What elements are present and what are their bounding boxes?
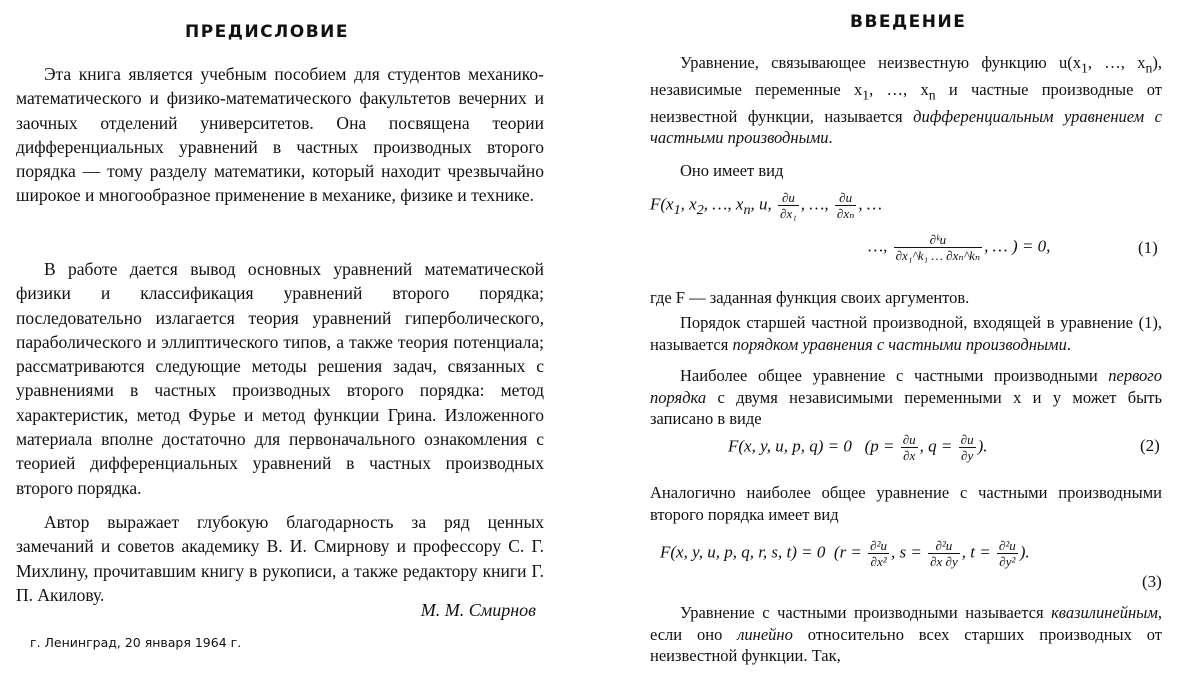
text-run: 1 <box>1081 60 1088 76</box>
eq-text: , …, <box>800 194 829 214</box>
frac-den: ∂x² <box>868 553 889 569</box>
eq-text: (p = <box>864 436 895 456</box>
intro-paragraph-2: Оно имеет вид <box>680 161 784 180</box>
term-emphasis: дифференциальным уравнением с частными производными <box>650 106 1162 148</box>
frac-num: ∂u <box>839 190 853 205</box>
fraction <box>778 190 799 221</box>
eq-sub: 1 <box>673 201 681 218</box>
intro-paragraph-6: Аналогично наиболее общее уравнение с частными производными второго порядка имеет вид <box>650 483 1162 524</box>
eq-sub: n <box>743 201 751 218</box>
fraction <box>868 538 889 569</box>
text-run: относительно всех старших производных от неизвестной функции. Так, <box>650 624 1163 665</box>
equation-number-1: (1) <box>1138 238 1158 257</box>
eq-text: , t = <box>961 542 991 562</box>
term-emphasis: квазилинейным <box>1051 603 1158 622</box>
eq-text: , x <box>680 194 697 214</box>
frac-num: ∂²u <box>935 538 953 553</box>
frac-den: ∂x₁ <box>780 206 797 221</box>
eq-text: , … <box>858 194 882 214</box>
equation-3 <box>660 538 1030 569</box>
text-run: 1 <box>862 87 870 103</box>
eq-text: F(x <box>650 194 674 214</box>
text-run: с двумя независимыми переменными x и y может быть записано в виде <box>650 387 1162 428</box>
text-run: Порядок старшей частной производной, входящей в уравнение (1), называется <box>650 313 1162 354</box>
eq-text: …, <box>868 236 888 256</box>
fraction <box>894 232 983 263</box>
introduction-heading: ВВЕДЕНИЕ <box>850 12 967 32</box>
intro-paragraph-7 <box>650 602 1162 667</box>
text-run: Уравнение с частными производными называется <box>680 603 1052 622</box>
equation-2 <box>728 432 988 463</box>
text-run: . <box>828 128 833 148</box>
frac-den: ∂x₁^k₁ … ∂xₙ^kₙ <box>895 248 981 263</box>
equation-number-2: (2) <box>1140 436 1160 455</box>
eq-text: , u, <box>750 194 772 214</box>
text-run: , …, x <box>869 79 929 99</box>
text-run: , если оно <box>650 603 1162 644</box>
eq-text: , … ) = 0, <box>984 236 1051 256</box>
term-emphasis: порядком уравнения с частными производными <box>732 334 1067 354</box>
fraction <box>835 190 856 221</box>
fraction <box>997 538 1018 569</box>
eq-text: , s = <box>890 542 922 562</box>
text-run: ), независимые переменные x <box>650 53 1162 99</box>
text-run: и частные производные от неизвестной функции, называется <box>650 79 1162 126</box>
text-run: , …, x <box>1087 53 1146 72</box>
preface-heading: ПРЕДИСЛОВИЕ <box>185 22 350 42</box>
intro-paragraph-3: где F — заданная функция своих аргументов. <box>650 288 970 307</box>
preface-paragraph-3: Автор выражает глубокую благодарность за ряд ценных замечаний и советов академику В. И. Смирнову и профессору С. Г. Михлину, прочитавшим книгу в рукописи, а также редактору книги Г. П. Акилову. <box>16 512 544 605</box>
text-run: Наиболее общее уравнение с частными производными <box>680 366 1109 385</box>
date-line: г. Ленинград, 20 января 1964 г. <box>30 635 242 650</box>
frac-num: ∂u <box>902 432 916 447</box>
frac-den: ∂y² <box>997 553 1018 569</box>
fraction <box>959 432 976 463</box>
frac-den: ∂x <box>901 447 918 463</box>
frac-num: ∂ᵏu <box>929 232 947 247</box>
eq-text: (r = <box>833 542 862 562</box>
eq-text: F(x, y, u, p, q) = 0 <box>728 436 852 456</box>
eq-text: ). <box>1019 542 1030 562</box>
equation-1-line-2 <box>868 232 1050 263</box>
eq-text: F(x, y, u, p, q, r, s, t) = 0 <box>660 542 826 562</box>
author-signature: М. М. Смирнов <box>420 600 536 620</box>
frac-num: ∂²u <box>998 538 1016 553</box>
eq-text: ). <box>977 436 988 456</box>
intro-paragraph-4 <box>650 312 1162 355</box>
text-run: n <box>928 87 936 103</box>
text-run: . <box>1066 334 1071 354</box>
eq-text: , q = <box>919 436 953 456</box>
frac-den: ∂x ∂y <box>930 554 958 569</box>
intro-paragraph-5 <box>650 365 1162 430</box>
term-emphasis: линейно <box>737 624 793 644</box>
frac-num: ∂u <box>781 190 795 205</box>
fraction <box>901 432 918 463</box>
fraction <box>928 538 960 569</box>
frac-num: ∂u <box>960 432 974 447</box>
intro-paragraph-1 <box>650 52 1162 149</box>
eq-text: , …, x <box>703 194 744 214</box>
text-run: Уравнение, связывающее неизвестную функцию u(x <box>680 53 1081 72</box>
frac-den: ∂y <box>959 447 976 463</box>
preface-paragraph-2: В работе дается вывод основных уравнений математической физики и классификация уравнений второго порядка; последовательно излагается теория уравнений гиперболического, параболического и эллиптического типов, а также теория потенциала; рассматриваются следующие методы решения задач, связанных с уравнениями в частных производных второго порядка: метод характеристик, метод Фурье и метод функции Грина. Изложенного материала вполне достаточно для первоначального ознакомления с теорией дифференциальных уравнений в частных производных второго порядка. <box>16 259 544 498</box>
equation-1-line-1: $F(x_1$, $x_2$, …, $x_n$, u, $\frac{\partial u}{\text{∂x₁}}$ , …, $\frac{\partial u}{\text{∂xₙ}}$ , … <box>650 190 882 221</box>
frac-num: ∂²u <box>870 538 887 553</box>
equation-number-3: (3) <box>1142 572 1162 591</box>
text-run: n <box>1145 60 1153 76</box>
frac-den: ∂xₙ <box>836 206 855 221</box>
preface-paragraph-1: Эта книга является учебным пособием для студентов механико-математического и физико-математического факультетов вечерних и заочных отделений университетов. Она посвящена теории дифференциальных уравнений в частных производных второго порядка — тому разделу математики, который находит чрезвычайно широкое и многообразное применение в механике, физике и технике. <box>16 64 544 206</box>
term-emphasis: первого порядка <box>650 366 1162 407</box>
